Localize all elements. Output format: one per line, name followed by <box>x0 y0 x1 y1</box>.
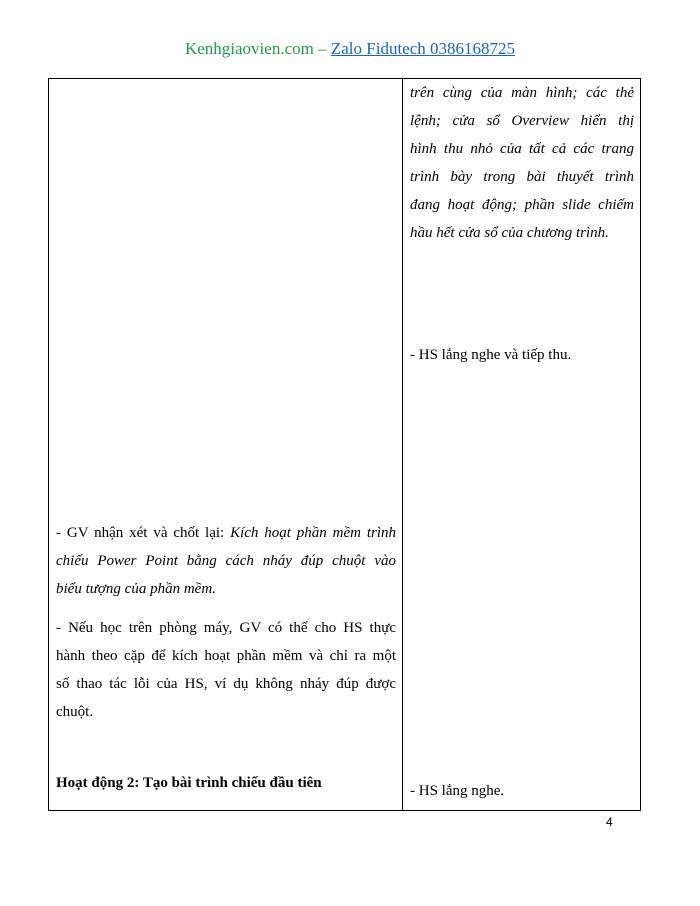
site-name: Kenhgiaovien.com <box>184 39 314 58</box>
text-line: đang hoạt động; phần slide chiếm <box>410 197 634 213</box>
text-line: - Nếu học trên phòng máy, GV có thể cho HS thực <box>56 620 396 636</box>
column-divider <box>402 79 403 810</box>
interface-description <box>410 79 634 247</box>
lesson-table <box>48 78 641 811</box>
text-line: số thao tác lỗi của HS, ví dụ không nháy đúp được <box>56 676 396 692</box>
contact-link[interactable]: Zalo Fidutech 0386168725 <box>330 39 516 58</box>
text-line: lệnh; cửa sổ Overview hiển thị <box>410 113 634 129</box>
text-line: trình bày trong bài thuyết trình <box>410 169 634 185</box>
hs-listen-receive: - HS lắng nghe và tiếp thu. <box>410 347 572 363</box>
text-line: chuột. <box>56 704 94 720</box>
text-line <box>56 519 396 547</box>
text-normal: - GV nhận xét và chốt lại: <box>56 525 231 541</box>
activity-2-title: Hoạt động 2: Tạo bài trình chiếu đầu tiên <box>56 775 322 791</box>
text-line: hình thu nhỏ của tất cả các trang <box>410 141 634 157</box>
text-italic: Kích hoạt phần mềm trình <box>230 525 397 541</box>
hs-listen: - HS lắng nghe. <box>410 783 505 799</box>
text-line: chiếu Power Point bằng cách nháy đúp chuột vào <box>56 553 396 569</box>
text-line: hầu hết cửa sổ của chương trình. <box>410 225 609 241</box>
page-number: 4 <box>606 815 613 829</box>
gv-comment <box>56 519 396 603</box>
header-separator: – <box>313 39 331 58</box>
page-header <box>0 38 700 60</box>
text-line: biểu tượng của phần mềm. <box>56 581 216 597</box>
lab-note <box>56 614 396 726</box>
text-line: hành theo cặp để kích hoạt phần mềm và chỉ ra một <box>56 648 396 664</box>
text-line: trên cùng của màn hình; các thẻ <box>410 85 634 101</box>
